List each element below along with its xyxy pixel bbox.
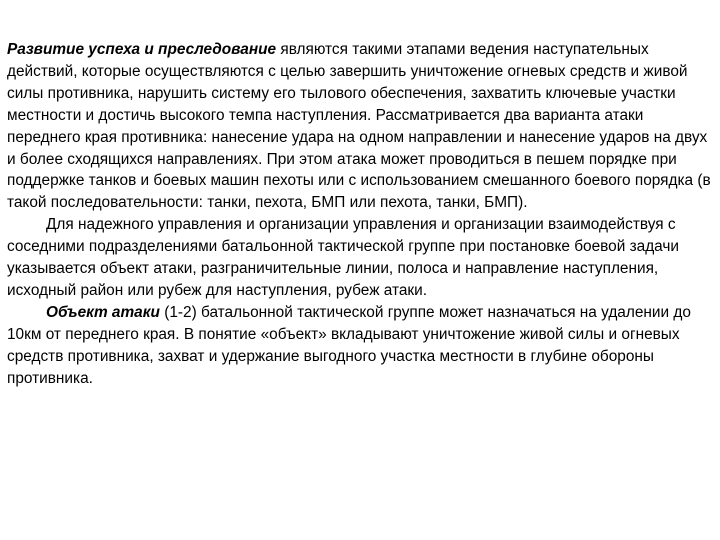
paragraph-text: (1-2) батальонной тактической группе может назначаться на удалении до 10км от переднего края. В понятие «объект» вкладывают уничтожение живой силы и огневых средств противника, захват и удержание выгодного участка местности в глубине обороны противника. <box>7 303 691 387</box>
term-emphasis: Развитие успеха и преследование <box>7 41 277 58</box>
paragraph-text: Для надежного управления и организации управления и организации взаимодействуя с соседними подразделениями батальонной тактической группе при постановке боевой задачи указывается объект атаки, разграничительные линии, полоса и направление наступления, исходный район или рубеж для наступления, рубеж атаки. <box>7 216 680 299</box>
paragraph-2 <box>7 214 716 302</box>
term-emphasis: Объект атаки <box>46 303 160 321</box>
paragraph-1 <box>7 39 716 214</box>
paragraph-3 <box>7 302 716 390</box>
paragraph-text: являются такими этапами ведения наступательных действий, которые осуществляются с целью завершить уничтожение огневых средств и живой силы противника, нарушить систему его тылового обеспечения, захватить ключевые участки местности и достичь высокого темпа наступления. Рассматривается два варианта атаки переднего края противника: нанесение удара на одном направлении и нанесение ударов на двух и более сходящихся направлениях. При этом атака может проводиться в пешем порядке при поддержке танков и боевых машин пехоты или с использованием смешанного боевого порядка (в такой последовательности: танки, пехота, БМП или пехота, танки, БМП). <box>7 41 711 212</box>
document-body <box>7 39 716 390</box>
